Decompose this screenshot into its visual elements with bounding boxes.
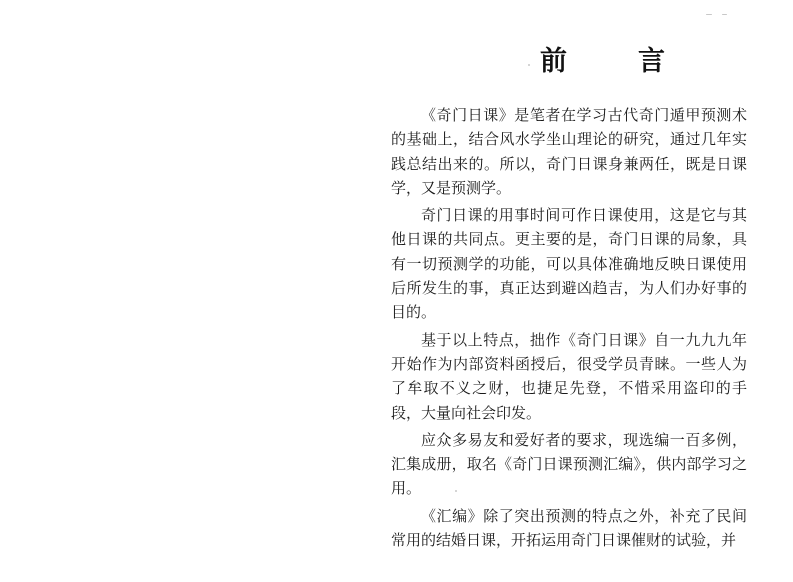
scan-speck	[722, 14, 727, 15]
paragraph: 奇门日课的用事时间可作日课使用，这是它与其他日课的共同点。更主要的是，奇门日课的局象，具有一切预测学的功能，可以具体准确地反映日课使用后所发生的事，真正达到避凶趋吉，为人们办好事的目的。	[391, 206, 747, 322]
paragraph: 《汇编》除了突出预测的特点之外，补充了民间常用的结婚日课，开拓运用奇门日课催财的试验，并	[391, 506, 747, 550]
paragraph: 基于以上特点，拙作《奇门日课》自一九九九年开始作为内部资料函授后，很受学员青睐。一些人为了牟取不义之财，也捷足先登，不惜采用盗印的手段，大量向社会印发。	[391, 330, 747, 422]
scan-speck	[528, 64, 530, 66]
paragraph: 应众多易友和爱好者的要求，现选编一百多例，汇集成册，取名《奇门日课预测汇编》，供内部学习之用。	[391, 430, 747, 498]
page-title: 前 言	[540, 46, 687, 77]
paragraph: 《奇门日课》是笔者在学习古代奇门遁甲预测术的基础上，结合风水学坐山理论的研究，通过几年实践总结出来的。所以，奇门日课身兼两任，既是日课学，又是预测学。	[391, 106, 747, 197]
scan-speck	[706, 14, 712, 15]
body-text	[391, 103, 747, 555]
